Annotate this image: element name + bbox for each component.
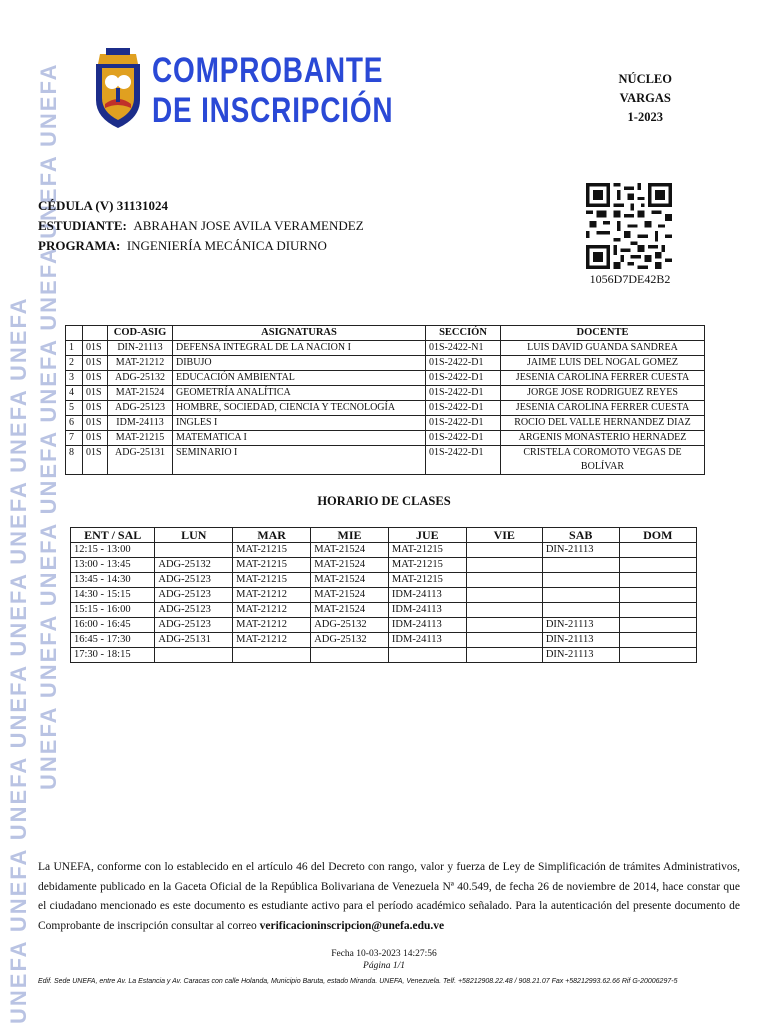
schedule-body xyxy=(71,543,697,663)
schedule-cell: MAT-21212 xyxy=(233,588,311,603)
schedule-row xyxy=(71,603,697,618)
schedule-table xyxy=(70,527,697,663)
schedule-cell: DIN-21113 xyxy=(542,633,619,648)
subject-name: DEFENSA INTEGRAL DE LA NACION I xyxy=(173,341,426,356)
subject-turn: 01S xyxy=(83,386,108,401)
schedule-cell xyxy=(542,588,619,603)
schedule-cell xyxy=(155,648,233,663)
subject-index: 7 xyxy=(66,431,83,446)
schedule-cell: MAT-21524 xyxy=(311,603,389,618)
schedule-cell xyxy=(466,603,542,618)
date-block xyxy=(0,948,768,972)
watermark-text-2: UNEFA UNEFA UNEFA UNEFA UNEFA UNEFA UNEFA UNEFA xyxy=(36,62,61,790)
subjects-header-row xyxy=(66,326,705,341)
schedule-cell xyxy=(619,558,696,573)
schedule-header-cell: SAB xyxy=(542,528,619,543)
legal-paragraph xyxy=(38,858,740,936)
schedule-cell: ADG-25132 xyxy=(155,558,233,573)
schedule-cell: MAT-21215 xyxy=(388,558,466,573)
cedula: CÉDULA (V) 31131024 xyxy=(38,198,169,213)
subject-teacher: ROCIO DEL VALLE HERNANDEZ DIAZ xyxy=(501,416,705,431)
schedule-cell: DIN-21113 xyxy=(542,543,619,558)
legal-text: La UNEFA, conforme con lo establecido en el artículo 46 del Decreto con rango, valor y fuerza de Ley de Simplificación de trámites Administrativos, debidamente publicado en la Gaceta Oficial de la República Bolivariana de Venezuela Nª 40.549, de fecha 26 de noviembre de 2014, hace constar que el ciudadano mencionado es este documento es estudiante activo para el período académico señalado. Para la autenticación del presente documento de Comprobante de inscripción consultar al correo xyxy=(38,861,740,932)
schedule-cell: MAT-21215 xyxy=(388,543,466,558)
subject-row xyxy=(66,341,705,356)
subject-index: 3 xyxy=(66,371,83,386)
schedule-header-row xyxy=(71,528,697,543)
schedule-cell: MAT-21215 xyxy=(233,543,311,558)
subject-code: IDM-24113 xyxy=(108,416,173,431)
subjects-header-section: SECCIÓN xyxy=(426,326,501,341)
student-label: ESTUDIANTE: xyxy=(38,218,127,233)
subject-name: DIBUJO xyxy=(173,356,426,371)
schedule-cell: DIN-21113 xyxy=(542,618,619,633)
subject-name: HOMBRE, SOCIEDAD, CIENCIA Y TECNOLOGÍA xyxy=(173,401,426,416)
schedule-cell xyxy=(466,618,542,633)
schedule-time: 16:45 - 17:30 xyxy=(71,633,155,648)
subject-row xyxy=(66,401,705,416)
subject-section: 01S-2422-D1 xyxy=(426,386,501,401)
schedule-time: 13:00 - 13:45 xyxy=(71,558,155,573)
nucleo-label: NÚCLEO xyxy=(618,72,672,86)
schedule-time: 14:30 - 15:15 xyxy=(71,588,155,603)
subject-code: MAT-21215 xyxy=(108,431,173,446)
subject-index: 4 xyxy=(66,386,83,401)
program-name: INGENIERÍA MECÁNICA DIURNO xyxy=(126,238,327,253)
schedule-row xyxy=(71,543,697,558)
subject-index: 2 xyxy=(66,356,83,371)
subjects-header-turn xyxy=(83,326,108,341)
title-line-1: COMPROBANTE xyxy=(152,51,384,90)
schedule-cell xyxy=(388,648,466,663)
schedule-header-cell: DOM xyxy=(619,528,696,543)
schedule-cell xyxy=(619,603,696,618)
subject-code: MAT-21524 xyxy=(108,386,173,401)
schedule-cell xyxy=(466,573,542,588)
subject-teacher: JORGE JOSE RODRIGUEZ REYES xyxy=(501,386,705,401)
qr-code-icon xyxy=(586,183,672,269)
subject-turn: 01S xyxy=(83,416,108,431)
subject-turn: 01S xyxy=(83,401,108,416)
verification-email: verificacioninscripcion@unefa.edu.ve xyxy=(259,919,445,932)
subject-section: 01S-2422-D1 xyxy=(426,431,501,446)
schedule-cell: MAT-21215 xyxy=(233,573,311,588)
page-number: Página 1/1 xyxy=(363,961,405,971)
schedule-cell: ADG-25132 xyxy=(311,633,389,648)
schedule-cell xyxy=(542,558,619,573)
schedule-cell: ADG-25132 xyxy=(311,618,389,633)
schedule-row xyxy=(71,588,697,603)
subject-name: SEMINARIO I xyxy=(173,446,426,475)
subject-name: INGLES I xyxy=(173,416,426,431)
schedule-cell: ADG-25131 xyxy=(155,633,233,648)
schedule-cell xyxy=(542,573,619,588)
watermark-text: UNEFA UNEFA UNEFA UNEFA UNEFA UNEFA UNEFA UNEFA xyxy=(6,296,31,1024)
subject-index: 6 xyxy=(66,416,83,431)
schedule-cell: DIN-21113 xyxy=(542,648,619,663)
schedule-cell: ADG-25123 xyxy=(155,618,233,633)
schedule-cell xyxy=(466,633,542,648)
student-info xyxy=(38,196,364,256)
schedule-row xyxy=(71,558,697,573)
schedule-cell xyxy=(619,618,696,633)
subject-section: 01S-2422-D1 xyxy=(426,446,501,475)
print-date: Fecha 10-03-2023 14:27:56 xyxy=(331,949,437,959)
subject-row xyxy=(66,431,705,446)
subject-code: ADG-25123 xyxy=(108,401,173,416)
schedule-cell: ADG-25123 xyxy=(155,588,233,603)
schedule-cell xyxy=(466,588,542,603)
subjects-body xyxy=(66,341,705,475)
schedule-header-cell: MAR xyxy=(233,528,311,543)
schedule-cell: MAT-21524 xyxy=(311,588,389,603)
subject-section: 01S-2422-D1 xyxy=(426,401,501,416)
schedule-row xyxy=(71,648,697,663)
subject-code: MAT-21212 xyxy=(108,356,173,371)
subjects-header-subject: ASIGNATURAS xyxy=(173,326,426,341)
schedule-title: HORARIO DE CLASES xyxy=(317,494,451,508)
subjects-header-index xyxy=(66,326,83,341)
schedule-row xyxy=(71,633,697,648)
subject-section: 01S-2422-N1 xyxy=(426,341,501,356)
subject-teacher: JESENIA CAROLINA FERRER CUESTA xyxy=(501,401,705,416)
schedule-cell: MAT-21212 xyxy=(233,603,311,618)
schedule-cell xyxy=(466,648,542,663)
schedule-time: 16:00 - 16:45 xyxy=(71,618,155,633)
schedule-header-cell: ENT / SAL xyxy=(71,528,155,543)
schedule-cell xyxy=(619,573,696,588)
subject-teacher: ARGENIS MONASTERIO HERNADEZ xyxy=(501,431,705,446)
schedule-cell: MAT-21215 xyxy=(233,558,311,573)
subject-turn: 01S xyxy=(83,356,108,371)
document-title xyxy=(152,51,393,131)
subject-name: GEOMETRÍA ANALÍTICA xyxy=(173,386,426,401)
subject-code: DIN-21113 xyxy=(108,341,173,356)
schedule-cell xyxy=(619,543,696,558)
subject-name: EDUCACIÓN AMBIENTAL xyxy=(173,371,426,386)
schedule-time: 17:30 - 18:15 xyxy=(71,648,155,663)
schedule-cell: ADG-25123 xyxy=(155,603,233,618)
program-label: PROGRAMA: xyxy=(38,238,121,253)
subject-code: ADG-25132 xyxy=(108,371,173,386)
schedule-cell: ADG-25123 xyxy=(155,573,233,588)
nucleo-value: VARGAS xyxy=(619,91,671,105)
schedule-time: 12:15 - 13:00 xyxy=(71,543,155,558)
subject-row xyxy=(66,371,705,386)
qr-code-text: 1056D7DE42B2 xyxy=(589,272,671,286)
subject-turn: 01S xyxy=(83,431,108,446)
schedule-row xyxy=(71,573,697,588)
schedule-cell: IDM-24113 xyxy=(388,633,466,648)
subject-section: 01S-2422-D1 xyxy=(426,371,501,386)
schedule-cell xyxy=(233,648,311,663)
schedule-cell: MAT-21524 xyxy=(311,573,389,588)
schedule-cell: MAT-21524 xyxy=(311,558,389,573)
subject-index: 5 xyxy=(66,401,83,416)
subject-turn: 01S xyxy=(83,341,108,356)
unefa-shield-logo xyxy=(92,44,144,132)
schedule-cell xyxy=(619,588,696,603)
schedule-header-cell: JUE xyxy=(388,528,466,543)
subject-name: MATEMATICA I xyxy=(173,431,426,446)
schedule-cell: MAT-21524 xyxy=(311,543,389,558)
subjects-header-code: COD-ASIG xyxy=(108,326,173,341)
schedule-cell: IDM-24113 xyxy=(388,618,466,633)
subject-index: 8 xyxy=(66,446,83,475)
schedule-header-cell: MIE xyxy=(311,528,389,543)
subject-row xyxy=(66,416,705,431)
schedule-cell xyxy=(619,633,696,648)
student-name: ABRAHAN JOSE AVILA VERAMENDEZ xyxy=(133,218,364,233)
schedule-cell xyxy=(619,648,696,663)
watermark-strip xyxy=(6,0,32,1024)
subject-teacher: CRISTELA COROMOTO VEGAS DE BOLÍVAR xyxy=(501,446,705,475)
schedule-cell: MAT-21212 xyxy=(233,633,311,648)
nucleo-block xyxy=(619,70,672,127)
subjects-header-teacher: DOCENTE xyxy=(501,326,705,341)
subject-turn: 01S xyxy=(83,371,108,386)
subject-section: 01S-2422-D1 xyxy=(426,416,501,431)
schedule-cell xyxy=(466,558,542,573)
subject-index: 1 xyxy=(66,341,83,356)
schedule-cell: IDM-24113 xyxy=(388,603,466,618)
schedule-cell: MAT-21212 xyxy=(233,618,311,633)
subject-teacher: JAIME LUIS DEL NOGAL GOMEZ xyxy=(501,356,705,371)
address-line: Edif. Sede UNEFA, entre Av. La Estancia y Av. Caracas con calle Holanda, Municipio Baruta, estado Miranda. UNEFA, Venezuela. Telf. +58212908.22.48 / 908.21.07 Fax +58212993.62.66 Rif G-20006297-5 xyxy=(38,978,678,985)
schedule-time: 15:15 - 16:00 xyxy=(71,603,155,618)
schedule-cell xyxy=(155,543,233,558)
title-line-2: DE INSCRIPCIÓN xyxy=(152,91,394,130)
schedule-header-cell: VIE xyxy=(466,528,542,543)
subject-row xyxy=(66,386,705,401)
subject-row xyxy=(66,356,705,371)
schedule-cell xyxy=(311,648,389,663)
schedule-row xyxy=(71,618,697,633)
subject-teacher: LUIS DAVID GUANDA SANDREA xyxy=(501,341,705,356)
schedule-cell xyxy=(466,543,542,558)
subjects-table xyxy=(65,325,705,475)
subject-row xyxy=(66,446,705,475)
schedule-time: 13:45 - 14:30 xyxy=(71,573,155,588)
schedule-cell: IDM-24113 xyxy=(388,588,466,603)
subject-turn: 01S xyxy=(83,446,108,475)
subject-code: ADG-25131 xyxy=(108,446,173,475)
schedule-header-cell: LUN xyxy=(155,528,233,543)
subject-teacher: JESENIA CAROLINA FERRER CUESTA xyxy=(501,371,705,386)
period: 1-2023 xyxy=(627,110,663,124)
schedule-cell xyxy=(542,603,619,618)
subject-section: 01S-2422-D1 xyxy=(426,356,501,371)
schedule-cell: MAT-21215 xyxy=(388,573,466,588)
